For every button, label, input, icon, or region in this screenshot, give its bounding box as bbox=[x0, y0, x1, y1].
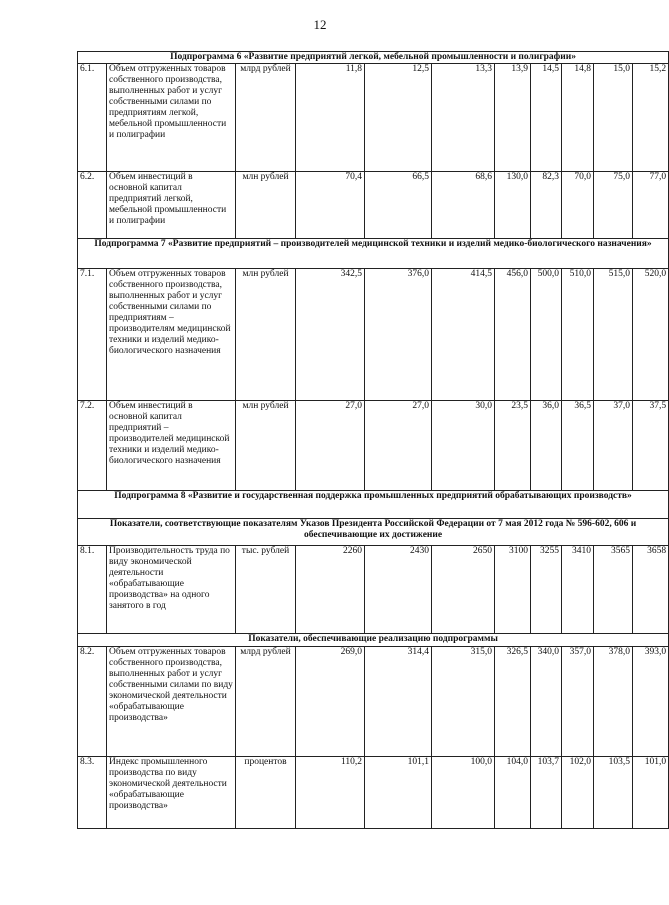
table-row bbox=[78, 269, 669, 401]
row-number: 6.1. bbox=[78, 64, 107, 172]
value-cell: 342,5 bbox=[296, 269, 365, 401]
value-cell: 2650 bbox=[432, 546, 495, 634]
value-cell: 357,0 bbox=[562, 647, 594, 757]
indicator-name: Объем отгруженных товаров собственного производства, выполненных работ и услуг собственными силами по виду экономической деятельности «обрабатывающие производства» bbox=[107, 647, 236, 757]
value-cell: 27,0 bbox=[296, 401, 365, 491]
indicators-table bbox=[77, 51, 669, 829]
value-cell: 100,0 bbox=[432, 757, 495, 829]
value-cell: 314,4 bbox=[365, 647, 432, 757]
row-number: 8.3. bbox=[78, 757, 107, 829]
value-cell: 14,5 bbox=[531, 64, 562, 172]
value-cell: 2260 bbox=[296, 546, 365, 634]
unit-of-measure: млн рублей bbox=[236, 401, 296, 491]
value-cell: 515,0 bbox=[594, 269, 633, 401]
value-cell: 130,0 bbox=[495, 172, 531, 239]
value-cell: 103,7 bbox=[531, 757, 562, 829]
value-cell: 110,2 bbox=[296, 757, 365, 829]
value-cell: 27,0 bbox=[365, 401, 432, 491]
value-cell: 75,0 bbox=[594, 172, 633, 239]
value-cell: 13,3 bbox=[432, 64, 495, 172]
indicator-name: Объем отгруженных товаров собственного производства, выполненных работ и услуг собственными силами по предприятиям легкой, мебельной промышленности и полиграфии bbox=[107, 64, 236, 172]
indicator-name: Объем инвестиций в основной капитал предприятий – производителей медицинской техники и изделий медико-биологического назначения bbox=[107, 401, 236, 491]
indicator-name: Производительность труда по виду экономической деятельности «обрабатывающие производства» на одного занятого в год bbox=[107, 546, 236, 634]
row-number: 7.2. bbox=[78, 401, 107, 491]
value-cell: 23,5 bbox=[495, 401, 531, 491]
section-title: Подпрограмма 7 «Развитие предприятий – производителей медицинской техники и изделий медико-биологического назначения» bbox=[78, 239, 669, 269]
section-title: Подпрограмма 6 «Развитие предприятий легкой, мебельной промышленности и полиграфии» bbox=[78, 52, 669, 64]
value-cell: 36,0 bbox=[531, 401, 562, 491]
indicator-name: Объем отгруженных товаров собственного производства, выполненных работ и услуг собственными силами по предприятиям – производителям медицинской техники и изделий медико-биологического назначения bbox=[107, 269, 236, 401]
value-cell: 70,4 bbox=[296, 172, 365, 239]
value-cell: 101,0 bbox=[633, 757, 669, 829]
row-number: 6.2. bbox=[78, 172, 107, 239]
value-cell: 510,0 bbox=[562, 269, 594, 401]
value-cell: 14,8 bbox=[562, 64, 594, 172]
table-row bbox=[78, 647, 669, 757]
value-cell: 11,8 bbox=[296, 64, 365, 172]
section-header-row bbox=[78, 519, 669, 546]
value-cell: 456,0 bbox=[495, 269, 531, 401]
value-cell: 3658 bbox=[633, 546, 669, 634]
section-title: Показатели, обеспечивающие реализацию подпрограммы bbox=[78, 634, 669, 647]
section-header-row bbox=[78, 491, 669, 519]
value-cell: 104,0 bbox=[495, 757, 531, 829]
unit-of-measure: млрд рублей bbox=[236, 64, 296, 172]
table-row bbox=[78, 757, 669, 829]
value-cell: 37,0 bbox=[594, 401, 633, 491]
section-title: Показатели, соответствующие показателям Указов Президента Российской Федерации от 7 мая 2012 года № 596-602, 606 и обеспечивающие их достижение bbox=[78, 519, 669, 546]
value-cell: 326,5 bbox=[495, 647, 531, 757]
unit-of-measure: млн рублей bbox=[236, 172, 296, 239]
unit-of-measure: тыс. рублей bbox=[236, 546, 296, 634]
value-cell: 70,0 bbox=[562, 172, 594, 239]
value-cell: 101,1 bbox=[365, 757, 432, 829]
value-cell: 66,5 bbox=[365, 172, 432, 239]
value-cell: 393,0 bbox=[633, 647, 669, 757]
table-row bbox=[78, 172, 669, 239]
value-cell: 30,0 bbox=[432, 401, 495, 491]
value-cell: 520,0 bbox=[633, 269, 669, 401]
value-cell: 414,5 bbox=[432, 269, 495, 401]
row-number: 8.2. bbox=[78, 647, 107, 757]
value-cell: 3565 bbox=[594, 546, 633, 634]
value-cell: 3410 bbox=[562, 546, 594, 634]
value-cell: 340,0 bbox=[531, 647, 562, 757]
unit-of-measure: млрд рублей bbox=[236, 647, 296, 757]
indicator-name: Индекс промышленного производства по виду экономической деятельности «обрабатывающие производства» bbox=[107, 757, 236, 829]
value-cell: 15,0 bbox=[594, 64, 633, 172]
value-cell: 15,2 bbox=[633, 64, 669, 172]
value-cell: 376,0 bbox=[365, 269, 432, 401]
table-row bbox=[78, 401, 669, 491]
value-cell: 68,6 bbox=[432, 172, 495, 239]
page-number: 12 bbox=[313, 17, 327, 32]
value-cell: 103,5 bbox=[594, 757, 633, 829]
section-header-row bbox=[78, 239, 669, 269]
row-number: 8.1. bbox=[78, 546, 107, 634]
value-cell: 378,0 bbox=[594, 647, 633, 757]
indicator-name: Объем инвестиций в основной капитал предприятий легкой, мебельной промышленности и полиграфии bbox=[107, 172, 236, 239]
value-cell: 77,0 bbox=[633, 172, 669, 239]
section-title: Подпрограмма 8 «Развитие и государственная поддержка промышленных предприятий обрабатывающих производств» bbox=[78, 491, 669, 519]
unit-of-measure: процентов bbox=[236, 757, 296, 829]
unit-of-measure: млн рублей bbox=[236, 269, 296, 401]
value-cell: 102,0 bbox=[562, 757, 594, 829]
value-cell: 3100 bbox=[495, 546, 531, 634]
table-row bbox=[78, 546, 669, 634]
value-cell: 3255 bbox=[531, 546, 562, 634]
value-cell: 36,5 bbox=[562, 401, 594, 491]
section-header-row bbox=[78, 52, 669, 64]
value-cell: 12,5 bbox=[365, 64, 432, 172]
value-cell: 269,0 bbox=[296, 647, 365, 757]
section-header-row bbox=[78, 634, 669, 647]
value-cell: 2430 bbox=[365, 546, 432, 634]
value-cell: 315,0 bbox=[432, 647, 495, 757]
table-row bbox=[78, 64, 669, 172]
value-cell: 82,3 bbox=[531, 172, 562, 239]
value-cell: 13,9 bbox=[495, 64, 531, 172]
value-cell: 37,5 bbox=[633, 401, 669, 491]
value-cell: 500,0 bbox=[531, 269, 562, 401]
row-number: 7.1. bbox=[78, 269, 107, 401]
